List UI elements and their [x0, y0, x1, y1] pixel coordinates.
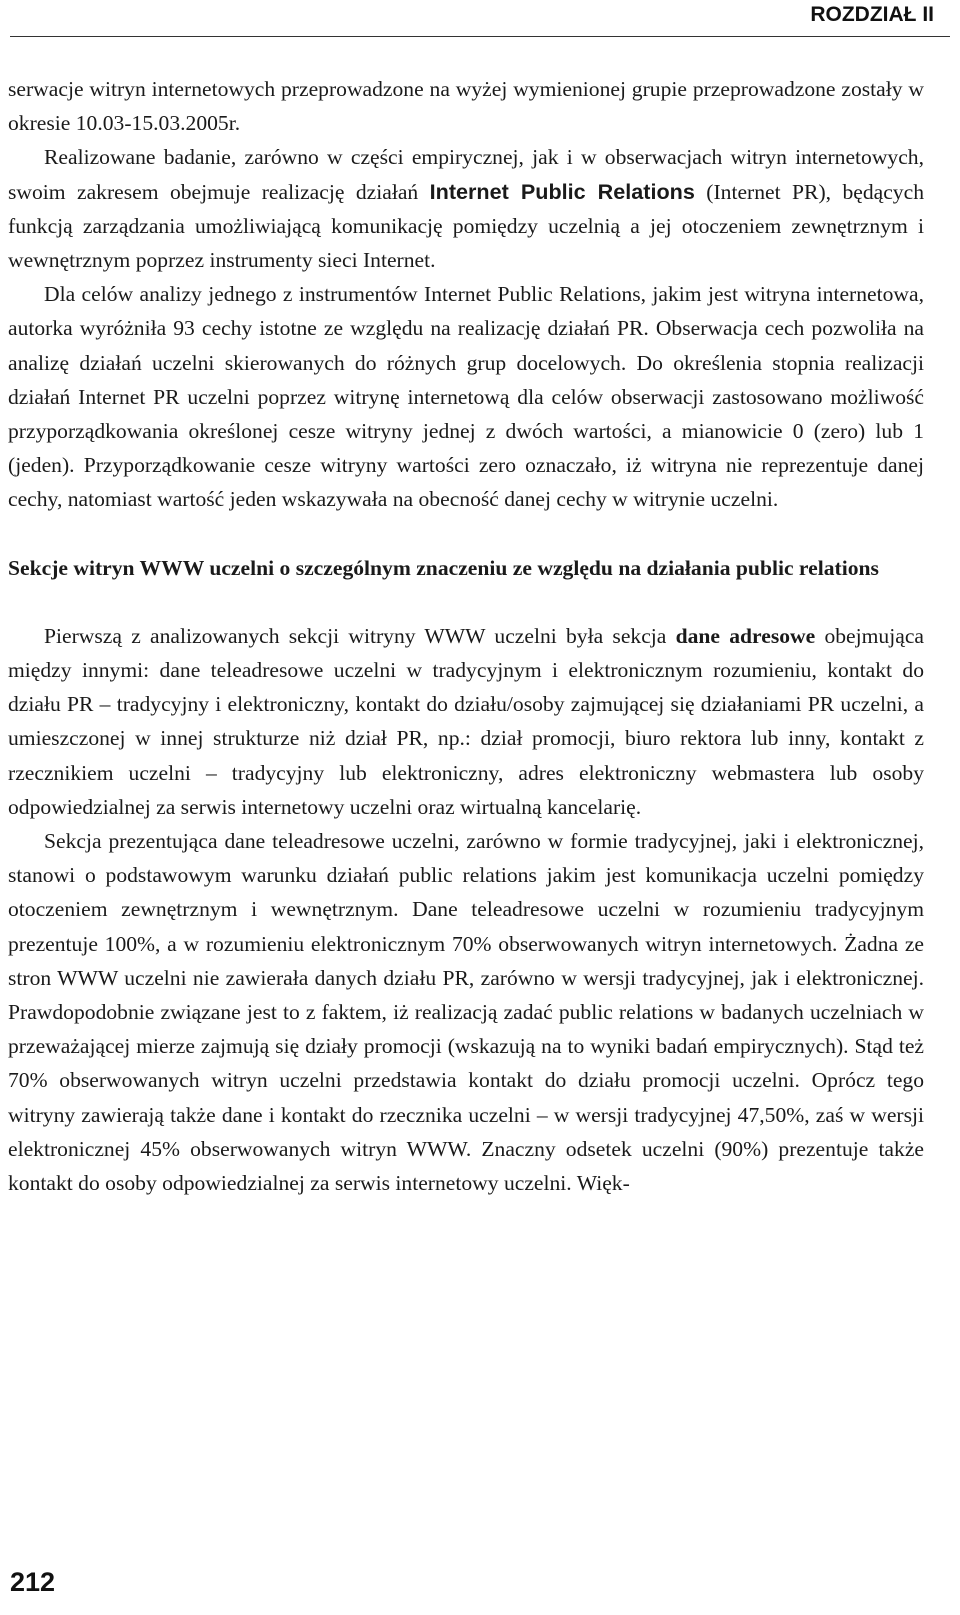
header-divider	[10, 36, 950, 37]
paragraph-2	[8, 140, 924, 277]
paragraph-1: serwacje witryn internetowych przeprowadzone na wyżej wymienionej grupie przeprowadzone zostały w okresie 10.03-15.03.2005r.	[8, 77, 924, 136]
paragraph-2-text-b: (Internet PR), będących funkcją zarządzania umożliwiającą komunikację pomiędzy uczelnią a jej otoczeniem zewnętrznym i wewnętrznym poprzez instrumenty sieci Internet.	[8, 179, 924, 273]
paragraph-3: Dla celów analizy jednego z instrumentów Internet Public Relations, jakim jest witryna internetowa, autorka wyróżniła 93 cechy istotne ze względu na realizację działań PR. Obserwacja cech pozwoliła na analizę działań uczelni skierowanych do różnych grup docelowych. Do określenia stopnia realizacji działań Internet PR uczelni poprzez witrynę internetową dla celów obserwacji zastosowano możliwość przyporządkowania określonej cesze witryny jednej z dwóch wartości, a mianowicie 0 (zero) lub 1 (jeden). Przyporządkowanie cesze witryny wartości zero oznaczało, iż witryna nie reprezentuje danej cechy, natomiast wartość jeden wskazywała na obecność danej cechy w witrynie uczelni.	[8, 282, 924, 512]
paragraph-4-text-a: Pierwszą z analizowanych sekcji witryny WWW uczelni była sekcja	[44, 623, 676, 648]
chapter-header: ROZDZIAŁ II	[810, 3, 934, 26]
paragraph-5: Sekcja prezentująca dane teleadresowe uczelni, zarówno w formie tradycyjnej, jaki i elektronicznej, stanowi o podstawowym warunku działań public relations jakim jest komunikacja uczelni pomiędzy otoczeniem zewnętrznym i wewnętrznym. Dane teleadresowe uczelni w rozumieniu tradycyjnym prezentuje 100%, a w rozumieniu elektronicznym 70% obserwowanych witryn internetowych. Żadna ze stron WWW uczelni nie zawierała danych działu PR, zarówno w wersji tradycyjnej, jak i elektronicznej. Prawdopodobnie związane jest to z faktem, iż realizacją zadać public relations w badanych uczelniach w przeważającej mierze zajmują się działy promocji (wskazują na to wyniki badań empirycznych). Stąd też 70% obserwowanych witryn uczelni przedstawia kontakt do działu promocji uczelni. Oprócz tego witryny zawierają także dane i kontakt do rzecznika uczelni – w wersji tradycyjnej 47,50%, zaś w wersji elektronicznej 45% obserwowanych witryn WWW. Znaczny odsetek uczelni (90%) prezentuje także kontakt do osoby odpowiedzialnej za serwis internetowy uczelni. Więk-	[8, 829, 924, 1196]
paragraph-4-text-b: obejmująca między innymi: dane teleadresowe uczelni w tradycyjnym i elektronicznym rozumieniu, kontakt do działu PR – tradycyjny i elektroniczny, kontakt do działu/osoby zajmującej się działaniami PR uczelni, a umieszczonej w innej strukturze niż dział PR, np.: dział promocji, biuro rektora lub inny, kontakt z rzecznikiem uczelni – tradycyjny lub elektroniczny, adres elektroniczny webmastera lub osoby odpowiedzialnej za serwis internetowy uczelni oraz wirtualną kancelarię.	[8, 623, 924, 819]
dane-adresowe-term: dane adresowe	[675, 623, 816, 648]
internet-pr-term: Internet Public Relations	[429, 178, 695, 204]
paragraph-2-text-a: Realizowane badanie, zarówno w części empirycznej, jak i w obserwacjach witryn internetowych, swoim zakresem obejmuje realizację działań	[8, 145, 924, 204]
section-heading: Sekcje witryn WWW uczelni o szczególnym znaczeniu ze względu na działania public relations	[8, 555, 879, 580]
paragraph-4	[8, 619, 924, 824]
page-number: 212	[10, 1567, 56, 1597]
page-body	[8, 72, 924, 1200]
